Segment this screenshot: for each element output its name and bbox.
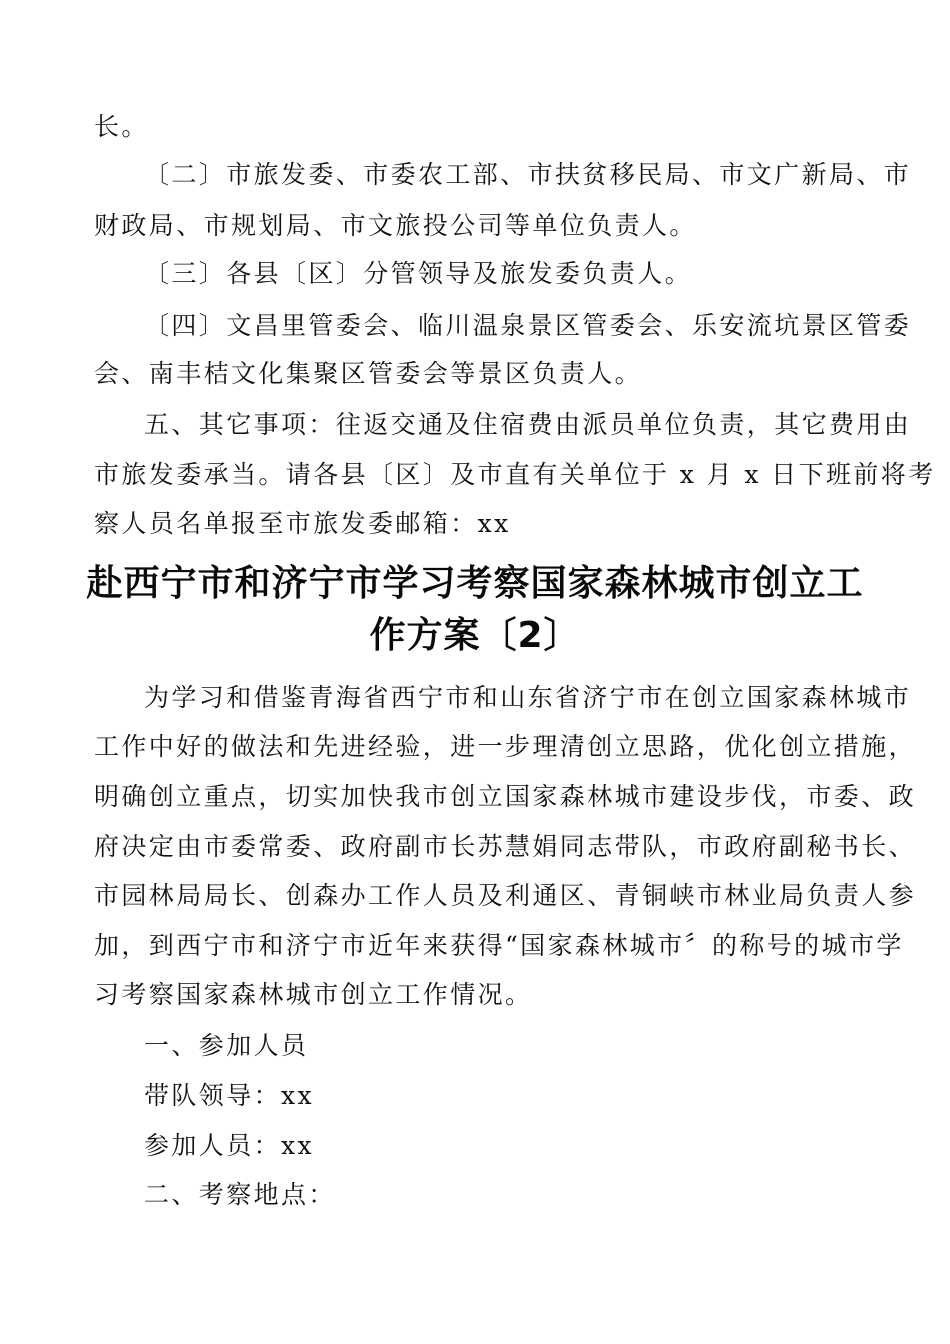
paragraph-line: 带队领导：xx — [144, 1081, 314, 1110]
paragraph-line: 工作中好的做法和先进经验，进一步理清创立思路，优化创立措施， — [94, 732, 917, 761]
paragraph-line: 市园林局局长、创森办工作人员及利通区、青铜峡市林业局负责人参 — [94, 881, 917, 910]
paragraph-line: 为学习和借鉴青海省西宁市和山东省济宁市在创立国家森林城市 — [144, 683, 912, 712]
paragraph-line: 府决定由市委常委、政府副市长苏慧娟同志带队，市政府副秘书长、 — [94, 832, 917, 861]
paragraph-line: 习考察国家森林城市创立工作情况。 — [94, 980, 533, 1009]
document-title-line-1: 赴西宁市和济宁市学习考察国家森林城市创立工 — [86, 563, 864, 604]
document-title-line-2: 作方案〔2〕 — [369, 615, 581, 656]
paragraph-line: 加，到西宁市和济宁市近年来获得“国家森林城市〞的称号的城市学 — [94, 931, 904, 960]
paragraph-line: 参加人员：xx — [144, 1131, 314, 1160]
paragraph-line: 财政局、市规划局、市文旅投公司等单位负责人。 — [94, 211, 697, 240]
paragraph-line: 长。 — [94, 112, 149, 141]
paragraph-line: 明确创立重点，切实加快我市创立国家森林城市建设步伐，市委、政 — [94, 782, 917, 811]
paragraph-line: 五、其它事项：往返交通及住宿费由派员单位负责，其它费用由 — [144, 410, 912, 439]
section-heading: 一、参加人员 — [144, 1031, 309, 1060]
section-heading: 二、考察地点： — [144, 1180, 336, 1209]
paragraph-line: 〔三〕各县〔区〕分管领导及旅发委负责人。 — [144, 259, 693, 288]
paragraph-line: 〔二〕市旅发委、市委农工部、市扶贫移民局、市文广新局、市 — [144, 160, 912, 189]
paragraph-line: 察人员名单报至市旅发委邮箱：xx — [94, 509, 511, 538]
paragraph-line: 会、南丰桔文化集聚区管委会等景区负责人。 — [94, 359, 643, 388]
paragraph-line: 〔四〕文昌里管委会、临川温泉景区管委会、乐安流坑景区管委 — [144, 311, 912, 340]
paragraph-line: 市旅发委承当。请各县〔区〕及市直有关单位于 x 月 x 日下班前将考 — [94, 460, 936, 489]
